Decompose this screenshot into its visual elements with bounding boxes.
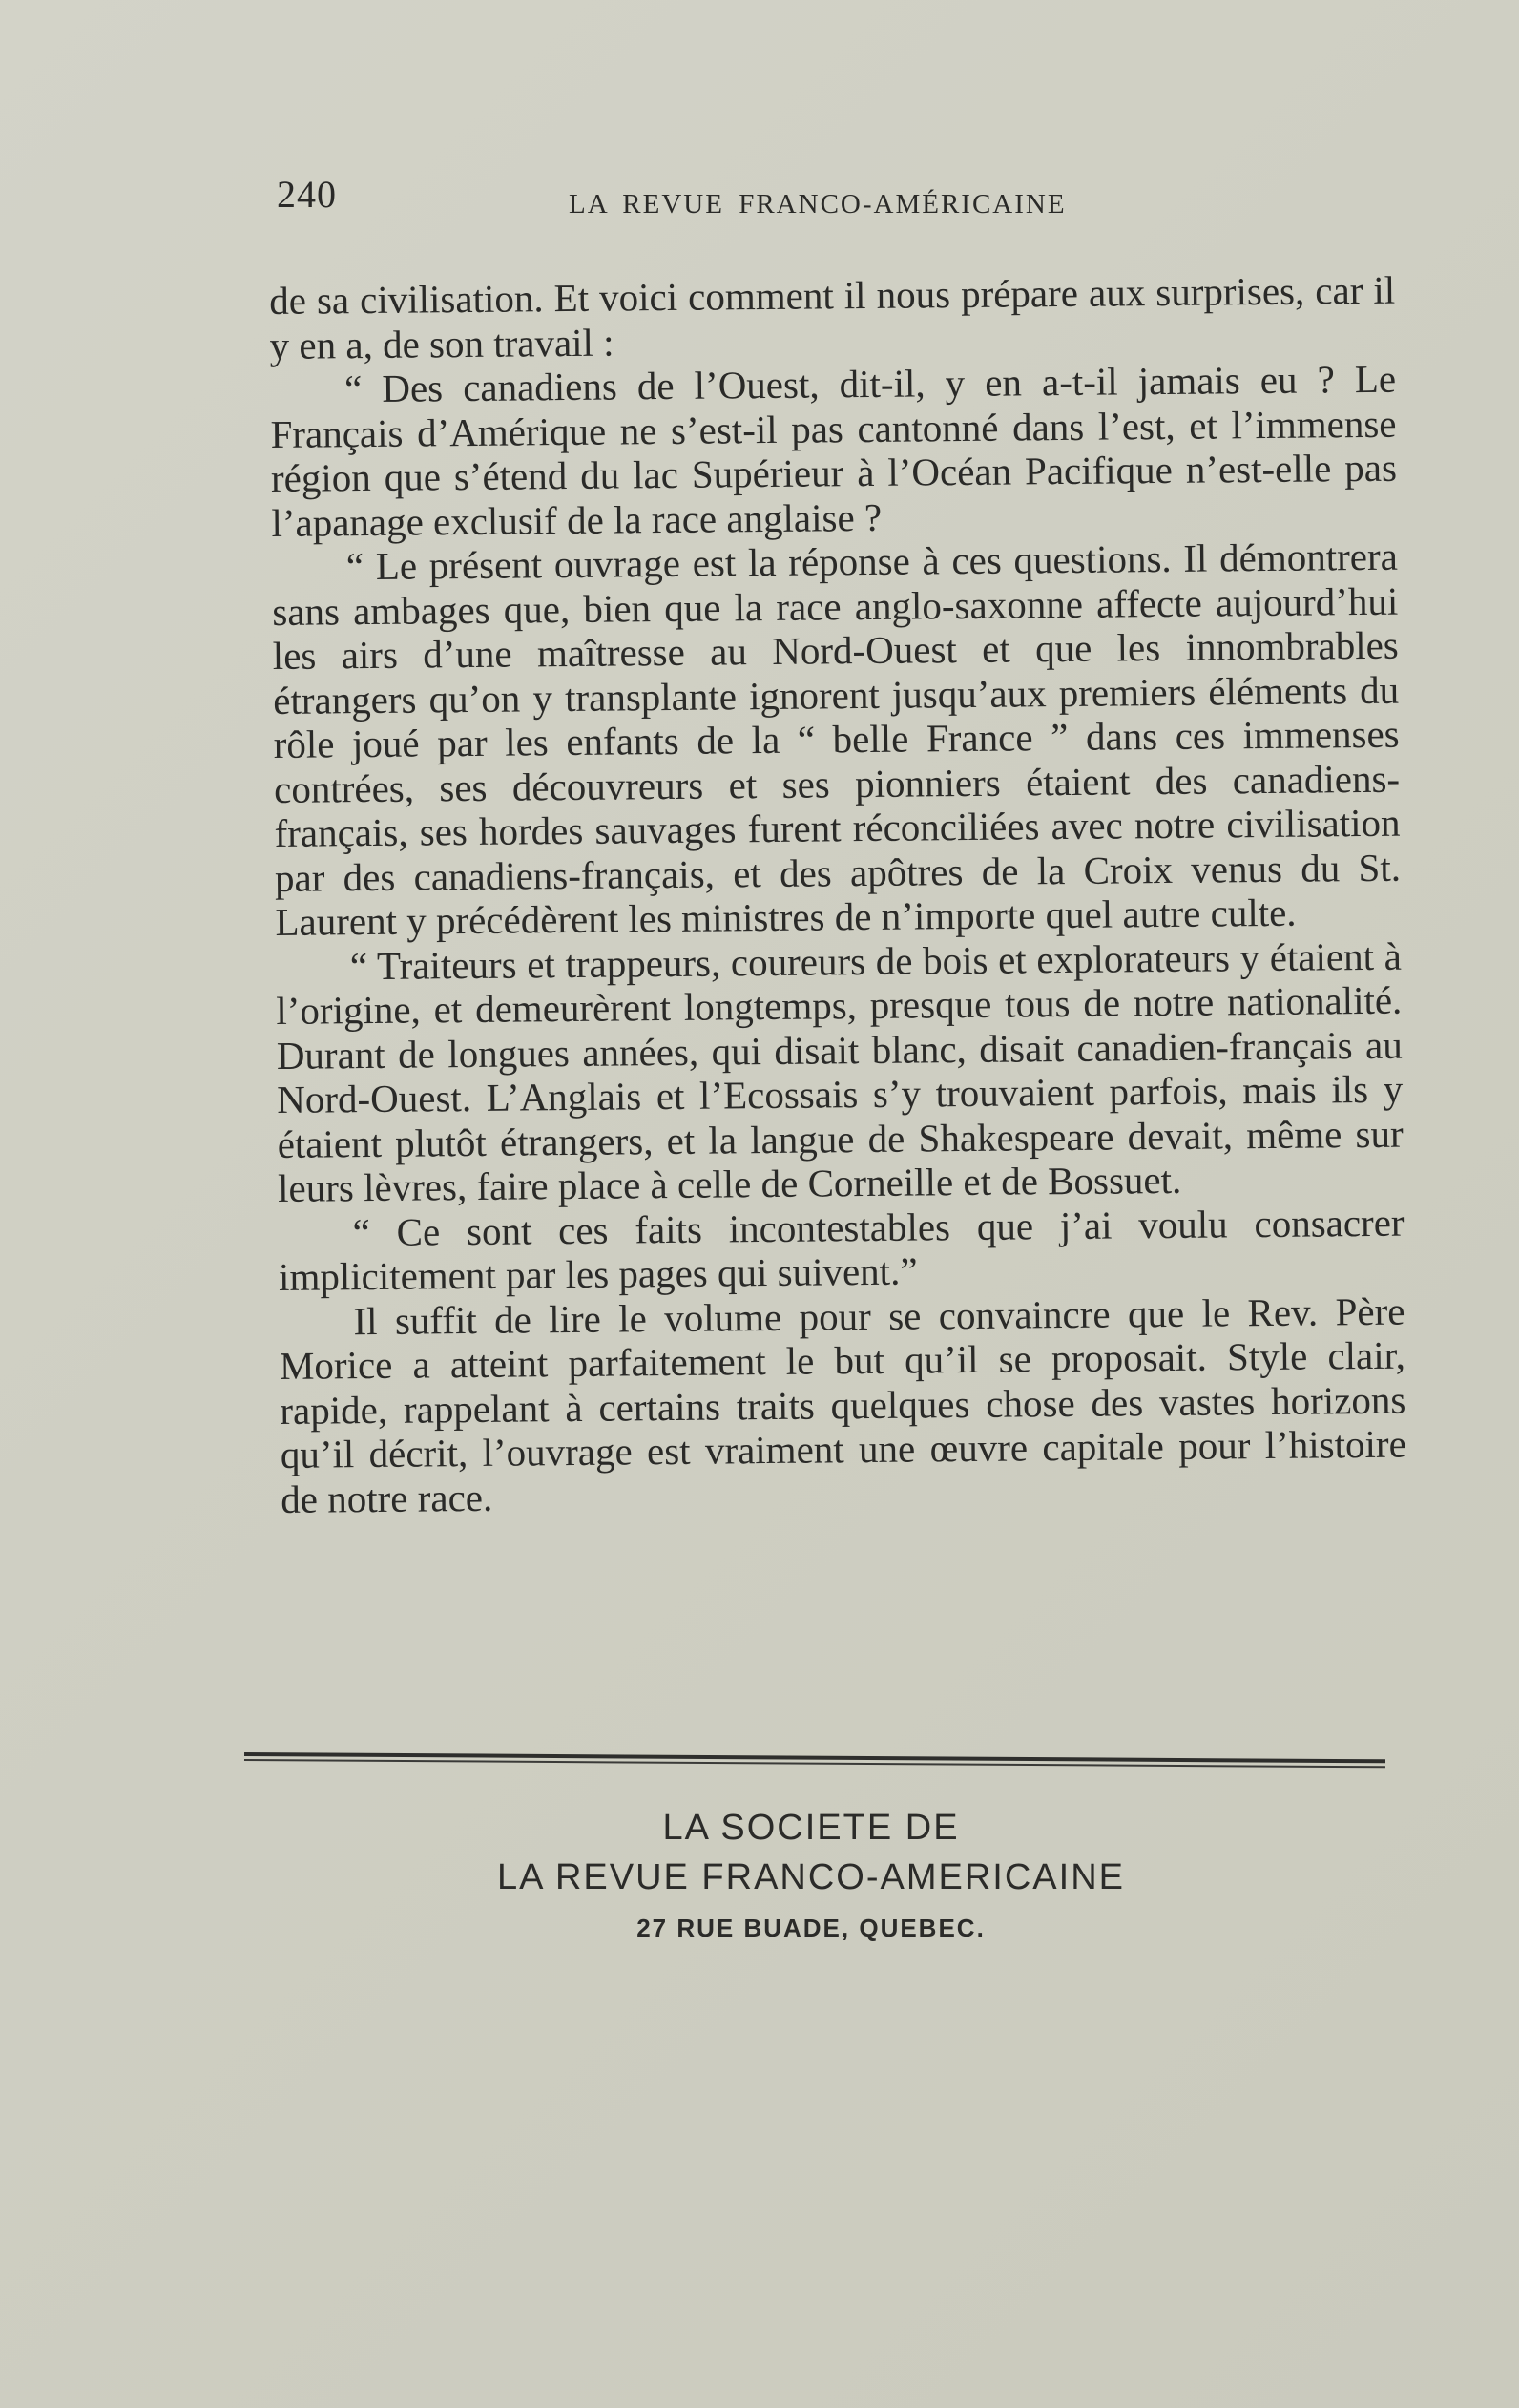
paragraph: “ Ce sont ces faits incontestables que j’ai voulu consacrer implicitement par les pages qui suivent.” (278, 1200, 1405, 1299)
paragraph: Il suffit de lire le volume pour se convaincre que le Rev. Père Morice a atteint parfaitement le but qu’il se proposait. Style clair, rapide, rappelant à certains traits quelques chose des vastes horizons qu’il décrit, l’ouvrage est vraiment une œuvre capitale pour l’histoire de notre race. (279, 1288, 1406, 1521)
paragraph: “ Des canadiens de l’Ouest, dit-il, y en a-t-il jamais eu ? Le Français d’Amérique ne s’est-il pas cantonné dans l’est, et l’immense région que s’étend du lac Supérieur à l’Océan Pacifique n’est-elle pas l’apanage exclusif de la race anglaise ? (270, 356, 1398, 545)
paragraph: “ Traiteurs et trappeurs, coureurs de bois et explorateurs y étaient à l’origine, et demeurèrent longtemps, presque tous de notre nationalité. Durant de longues années, qui disait blanc, disait canadien-français au Nord-Ouest. L’Anglais et l’Ecossais s’y trouvaient parfois, mais ils y étaient plutôt étrangers, et la langue de Shakespeare devait, même sur leurs lèvres, faire place à celle de Corneille et de Bossuet. (276, 933, 1404, 1210)
running-head (277, 172, 1135, 229)
imprint-line-address: 27 RUE BUADE, QUEBEC. (636, 1914, 986, 1942)
double-rule-divider (244, 1752, 1385, 1770)
paragraph: “ Le présent ouvrage est la réponse à ces questions. Il démontrera sans ambages que, bien que la race anglo-saxonne affecte aujourd’hui les airs d’une maîtresse au Nord-Ouest et que les innombrables étrangers qu’on y transplante ignorent jusqu’aux premiers éléments du rôle joué par les enfants de la “ belle France ” dans ces immenses contrées, ses découvreurs et ses pionniers étaient des canadiens-français, ses hordes sauvages furent réconciliées avec notre civilisation par des canadiens-français, et des apôtres de la Croix venus du St. Laurent y précédèrent les ministres de n’importe quel autre culte. (272, 534, 1402, 944)
running-title: LA REVUE FRANCO-AMÉRICAINE (569, 189, 1067, 220)
publisher-imprint (382, 1804, 1240, 1947)
page-number: 240 (277, 173, 337, 216)
imprint-line-revue: LA REVUE FRANCO-AMERICAINE (497, 1857, 1125, 1897)
imprint-line-society: LA SOCIETE DE (662, 1808, 960, 1848)
paragraph: de sa civilisation. Et voici comment il nous prépare aux surprises, car il y en a, de son travail : (269, 267, 1396, 367)
body-text (269, 268, 1406, 1521)
